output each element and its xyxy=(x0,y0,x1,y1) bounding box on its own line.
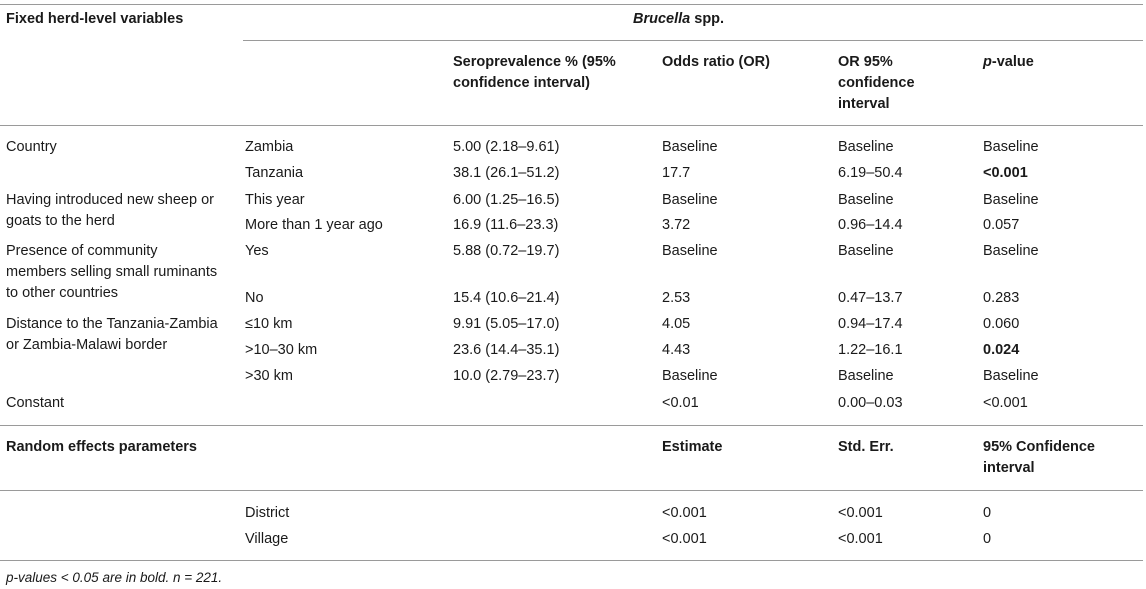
or-ci-cell: Baseline xyxy=(838,243,894,259)
odds-ratio-header: Odds ratio (OR) xyxy=(662,54,770,70)
or-ci-cell: 0.00–0.03 xyxy=(838,395,903,411)
variable-label xyxy=(6,241,217,304)
variable-label: Country xyxy=(6,139,57,155)
section-rule xyxy=(0,425,1143,426)
variable-label xyxy=(6,190,214,232)
category-cell: >10–30 km xyxy=(245,342,318,358)
odds-ratio-cell: 17.7 xyxy=(662,165,691,181)
footnote-text1: -values < 0.05 are in bold. xyxy=(13,570,173,585)
seroprevalence-cell: 6.00 (1.25–16.5) xyxy=(453,192,560,208)
seroprevalence-header-line1: Seroprevalence % (95% xyxy=(453,54,616,70)
group-title-suffix: spp. xyxy=(690,11,725,27)
or-ci-cell: 0.96–14.4 xyxy=(838,217,903,233)
seroprevalence-header xyxy=(453,52,616,94)
random-ci-cell: 0 xyxy=(983,505,992,521)
pvalue-cell: Baseline xyxy=(983,368,1039,384)
odds-ratio-cell: Baseline xyxy=(662,139,718,155)
estimate-cell: <0.001 xyxy=(662,531,707,547)
variable-label-line3: to other countries xyxy=(6,285,119,301)
pvalue-header-rest: -value xyxy=(991,54,1034,70)
group-title-genus: Brucella xyxy=(633,11,691,27)
random-ci-header-line1: 95% Confidence xyxy=(983,439,1095,455)
variable-label-line1: Having introduced new sheep or xyxy=(6,192,214,208)
std-err-header: Std. Err. xyxy=(838,439,894,455)
std-err-cell: <0.001 xyxy=(838,505,883,521)
estimate-header: Estimate xyxy=(662,439,723,455)
pvalue-cell: 0.057 xyxy=(983,217,1020,233)
category-cell: ≤10 km xyxy=(245,316,293,332)
seroprevalence-cell: 15.4 (10.6–21.4) xyxy=(453,290,560,306)
random-ci-header-line2: interval xyxy=(983,460,1035,476)
category-cell: More than 1 year ago xyxy=(245,217,383,233)
or-ci-header-line2: confidence xyxy=(838,75,915,91)
variable-label-line2: members selling small ruminants xyxy=(6,264,218,280)
odds-ratio-cell: 4.05 xyxy=(662,316,691,332)
or-ci-cell: 6.19–50.4 xyxy=(838,165,903,181)
seroprevalence-cell: 38.1 (26.1–51.2) xyxy=(453,165,560,181)
pvalue-cell: <0.001 xyxy=(983,165,1028,181)
top-rule xyxy=(0,4,1143,5)
odds-ratio-cell: Baseline xyxy=(662,368,718,384)
seroprevalence-cell: 16.9 (11.6–23.3) xyxy=(453,217,559,233)
or-ci-header-line1: OR 95% xyxy=(838,54,893,70)
pvalue-cell: <0.001 xyxy=(983,395,1028,411)
header-rule xyxy=(0,125,1143,126)
random-header-rule xyxy=(0,490,1143,491)
category-cell: This year xyxy=(245,192,305,208)
or-ci-cell: 1.22–16.1 xyxy=(838,342,903,358)
category-cell: Zambia xyxy=(245,139,294,155)
odds-ratio-cell: Baseline xyxy=(662,243,718,259)
table-footnote xyxy=(6,569,222,587)
seroprevalence-cell: 5.88 (0.72–19.7) xyxy=(453,243,560,259)
random-ci-cell: 0 xyxy=(983,531,992,547)
random-ci-header xyxy=(983,437,1095,479)
group-title xyxy=(633,9,724,30)
random-effect-name: District xyxy=(245,505,290,521)
seroprevalence-cell: 5.00 (2.18–9.61) xyxy=(453,139,560,155)
pvalue-cell: Baseline xyxy=(983,192,1039,208)
footnote-n: n xyxy=(173,570,181,585)
variable-label xyxy=(6,314,218,356)
estimate-cell: <0.001 xyxy=(662,505,707,521)
category-cell: Yes xyxy=(245,243,269,259)
or-ci-cell: 0.94–17.4 xyxy=(838,316,903,332)
or-ci-header xyxy=(838,52,915,115)
seroprevalence-cell: 10.0 (2.79–23.7) xyxy=(453,368,560,384)
pvalue-cell: 0.060 xyxy=(983,316,1020,332)
odds-ratio-cell: 2.53 xyxy=(662,290,691,306)
random-effects-header: Random effects parameters xyxy=(6,439,197,455)
fixed-variables-header: Fixed herd-level variables xyxy=(6,11,184,27)
pvalue-header xyxy=(983,52,1034,73)
bottom-rule xyxy=(0,560,1143,561)
pvalue-cell: 0.283 xyxy=(983,290,1020,306)
pvalue-cell: 0.024 xyxy=(983,342,1020,358)
variable-label-line2: or Zambia-Malawi border xyxy=(6,337,168,353)
variable-label-line2: goats to the herd xyxy=(6,213,115,229)
odds-ratio-cell: <0.01 xyxy=(662,395,699,411)
footnote-p: p xyxy=(6,570,14,585)
variable-label-line1: Presence of community xyxy=(6,243,158,259)
or-ci-cell: Baseline xyxy=(838,368,894,384)
or-ci-cell: Baseline xyxy=(838,192,894,208)
category-cell: Tanzania xyxy=(245,165,304,181)
category-cell: >30 km xyxy=(245,368,293,384)
odds-ratio-cell: 3.72 xyxy=(662,217,691,233)
variable-label: Constant xyxy=(6,395,65,411)
odds-ratio-cell: 4.43 xyxy=(662,342,691,358)
seroprevalence-header-line2: confidence interval) xyxy=(453,75,590,91)
pvalue-cell: Baseline xyxy=(983,243,1039,259)
variable-label-line1: Distance to the Tanzania-Zambia xyxy=(6,316,218,332)
seroprevalence-cell: 9.91 (5.05–17.0) xyxy=(453,316,560,332)
or-ci-cell: 0.47–13.7 xyxy=(838,290,903,306)
footnote-text2: = 221. xyxy=(180,570,223,585)
seroprevalence-cell: 23.6 (14.4–35.1) xyxy=(453,342,560,358)
category-cell: No xyxy=(245,290,264,306)
pvalue-header-p: p xyxy=(983,54,992,70)
std-err-cell: <0.001 xyxy=(838,531,883,547)
odds-ratio-cell: Baseline xyxy=(662,192,718,208)
pvalue-cell: Baseline xyxy=(983,139,1039,155)
or-ci-header-line3: interval xyxy=(838,96,890,112)
group-underline xyxy=(243,40,1143,41)
or-ci-cell: Baseline xyxy=(838,139,894,155)
random-effect-name: Village xyxy=(245,531,289,547)
